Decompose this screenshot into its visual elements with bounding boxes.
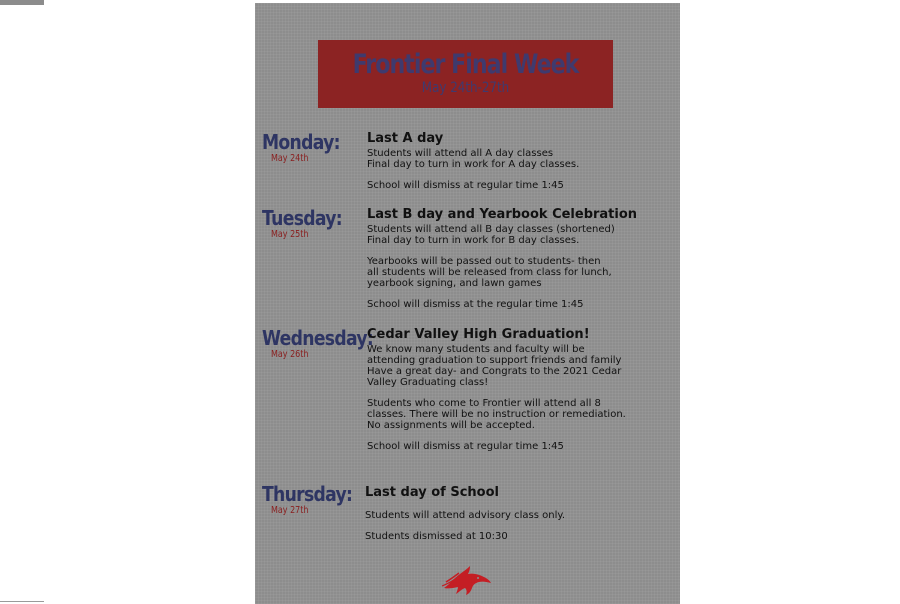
thursday-text-2: Students dismissed at 10:30 — [365, 531, 508, 542]
monday-heading: Last A day — [367, 131, 444, 146]
corner-line — [0, 601, 44, 602]
thursday-section — [365, 485, 665, 552]
wednesday-text-2: Students who come to Frontier will attend all 8 classes. There will be no instruction or remediation. No assignments will be accepted. — [367, 398, 626, 431]
wednesday-heading: Cedar Valley High Graduation! — [367, 327, 590, 342]
wednesday-label: Wednesday: — [262, 326, 374, 350]
thursday-label: Thursday: — [262, 482, 353, 506]
tuesday-heading: Last B day and Yearbook Celebration — [367, 207, 638, 222]
monday-text-2: School will dismiss at regular time 1:45 — [367, 180, 564, 191]
flyer-subtitle: May 24th-27th — [421, 80, 510, 96]
thursday-heading: Last day of School — [365, 485, 499, 500]
mustang-mascot-icon — [440, 564, 492, 596]
thursday-text-1: Students will attend advisory class only. — [365, 510, 566, 521]
tuesday-text-1: Students will attend all B day classes (shortened) Final day to turn in work for B day classes. — [367, 224, 615, 246]
wednesday-text-1: We know many students and faculty will be attending graduation to support friends and family Have a great day- and Congrats to the 2021 Cedar Valley Graduating class! — [367, 344, 622, 388]
tuesday-text-2: Yearbooks will be passed out to students- then all students will be released from class for lunch, yearbook signing, and lawn games — [367, 256, 612, 289]
tuesday-date: May 25th — [271, 229, 309, 240]
tuesday-section — [367, 207, 667, 320]
monday-text-1: Students will attend all A day classes Final day to turn in work for A day classes. — [367, 148, 580, 170]
flyer-title: Frontier Final Week — [352, 49, 579, 80]
tuesday-text-3: School will dismiss at the regular time 1:45 — [367, 299, 584, 310]
corner-tab — [0, 0, 44, 5]
wednesday-date: May 26th — [271, 349, 309, 360]
wednesday-section — [367, 327, 667, 462]
flyer-page — [255, 3, 680, 604]
monday-section — [367, 131, 667, 201]
thursday-date: May 27th — [271, 505, 309, 516]
monday-label: Monday: — [262, 130, 340, 154]
wednesday-text-3: School will dismiss at regular time 1:45 — [367, 441, 564, 452]
title-banner — [318, 40, 613, 108]
monday-date: May 24th — [271, 153, 309, 164]
tuesday-label: Tuesday: — [262, 206, 342, 230]
